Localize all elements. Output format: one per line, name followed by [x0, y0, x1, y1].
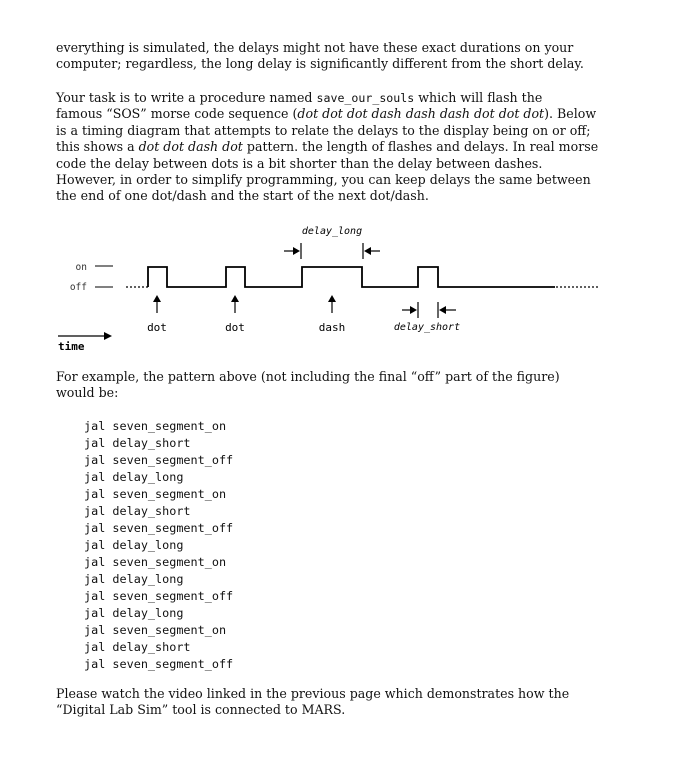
off-label: off	[69, 282, 87, 293]
code-line: jal seven_segment_on	[84, 487, 227, 501]
on-label: on	[75, 262, 87, 273]
code-line: jal seven_segment_on	[84, 419, 227, 433]
code-line: jal delay_long	[84, 470, 184, 484]
code-line: jal seven_segment_off	[84, 589, 234, 603]
code-line: jal delay_short	[84, 504, 191, 518]
sos-sequence: dot dot dot dash dash dash dot dot dot	[297, 106, 545, 122]
code-listing	[84, 418, 233, 673]
code-line: jal delay_long	[84, 572, 184, 586]
code-line: jal seven_segment_on	[84, 555, 227, 569]
code-line: jal delay_short	[84, 640, 191, 654]
pulse-label: dot	[225, 321, 245, 334]
time-label: time	[58, 340, 85, 353]
code-line: jal seven_segment_off	[84, 453, 234, 467]
procedure-name-code: save_our_souls	[316, 91, 415, 105]
delay-long-label: delay_long	[301, 226, 363, 237]
intro-paragraph: everything is simulated, the delays might not have these exact durations on your computer; regardless, the long delay is significantly different from the short delay.	[56, 40, 584, 72]
pulse-arrow	[328, 295, 336, 313]
code-line: jal delay_long	[84, 538, 184, 552]
signal-waveform	[148, 267, 555, 287]
pulse-label: dash	[318, 321, 346, 334]
diagram-pattern: dot dot dash dot	[138, 139, 243, 155]
code-line: jal delay_short	[84, 436, 191, 450]
pulse-arrow	[153, 295, 161, 313]
pulse-label: dot	[147, 321, 167, 334]
pulse-arrow	[231, 295, 239, 313]
code-line: jal seven_segment_on	[84, 623, 227, 637]
example-paragraph: For example, the pattern above (not including the final “off” part of the figure) would be:	[56, 369, 560, 401]
code-line: jal seven_segment_off	[84, 657, 234, 671]
code-line: jal seven_segment_off	[84, 521, 234, 535]
task-paragraph: Your task is to write a procedure named save_our_souls which will flash the famous “SOS” morse code sequence (dot dot dot dash dash dash dot dot dot). Below is a timing diagram that attempts to relate the delays to the display being on or off; this shows a dot dot dash dot pattern. the length of flashes and delays. In real morse code the delay between dots is a bit shorter than the delay between dashes. However, in order to simplify programming, you can keep delays the same between the end of one dot/dash and the start of the next dot/dash.	[56, 90, 599, 204]
closing-paragraph: Please watch the video linked in the previous page which demonstrates how the “Digital Lab Sim” tool is connected to MARS.	[56, 686, 570, 718]
code-line: jal delay_long	[84, 606, 184, 620]
delay-short-label: delay_short	[393, 322, 461, 333]
